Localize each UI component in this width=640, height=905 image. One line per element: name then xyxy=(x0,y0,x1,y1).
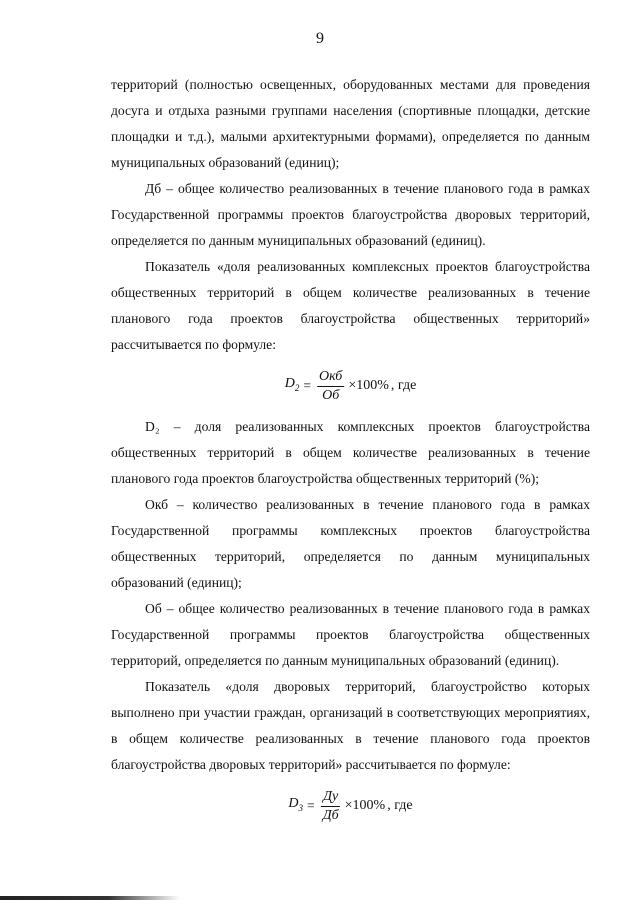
paragraph-okb-definition: Окб – количество реализованных в течение планового года в рамках Государственной программы комплексных проектов благоустройства общественных территорий, определяется по данным муниципальных образований (единиц); xyxy=(111,497,590,590)
formula-d3-suffix: , где xyxy=(387,798,413,813)
formula-d3-denominator: Дб xyxy=(322,807,339,823)
formula-d3-fraction xyxy=(321,788,341,825)
document-body xyxy=(111,72,590,834)
formula-d3-lhs: $D_3$ xyxy=(288,796,304,813)
formula-d2 xyxy=(111,358,590,414)
formula-d2-numerator: Окб xyxy=(317,368,344,387)
paragraph-indicator-d2-intro: Показатель «доля реализованных комплексных проектов благоустройства общественных территорий в общем количестве реализованных в течение планового года проектов благоустройства общественных территорий» рассчитывается по формуле: xyxy=(111,259,590,352)
formula-d3-equals: = xyxy=(307,798,315,813)
paragraph-territories-continued: территорий (полностью освещенных, оборудованных местами для проведения досуга и отдыха разными группами населения (спортивные площадки, детские площадки и т.д.), малыми архитектурными формами), определяется по данным муниципальных образований (единиц); xyxy=(111,77,590,170)
page-number: 9 xyxy=(316,30,324,47)
formula-d3 xyxy=(111,778,590,834)
formula-d2-lhs: $D_2$ xyxy=(284,376,300,393)
formula-d2-equals: = xyxy=(303,378,311,393)
formula-d2-multiplier: ×100% xyxy=(348,378,389,393)
paragraph-indicator-d3-intro: Показатель «доля дворовых территорий, благоустройство которых выполнено при участии граждан, организаций в соответствующих мероприятиях, в общем количестве реализованных в течение планового года проектов благоустройства дворовых территорий» рассчитывается по формуле: xyxy=(111,679,590,772)
paragraph-ob-definition: Об – общее количество реализованных в течение планового года в рамках Государственной программы проектов благоустройства общественных территорий, определяется по данным муниципальных образований (единиц). xyxy=(111,601,590,668)
formula-d3-numerator: Ду xyxy=(321,788,340,807)
paragraph-db-definition: Дб – общее количество реализованных в течение планового года в рамках Государственной программы проектов благоустройства дворовых территорий, определяется по данным муниципальных образований (единиц). xyxy=(111,181,590,248)
formula-d2-fraction xyxy=(317,368,344,405)
formula-d2-suffix: , где xyxy=(390,378,417,393)
paragraph-d2-definition: D₂ – доля реализованных комплексных проектов благоустройства общественных территорий в общем количестве реализованных в течение планового года проектов благоустройства общественных территорий (%); xyxy=(111,419,590,486)
scan-edge-mark xyxy=(0,896,180,900)
formula-d3-multiplier: ×100% xyxy=(344,798,386,813)
formula-d2-denominator: Об xyxy=(322,387,340,403)
